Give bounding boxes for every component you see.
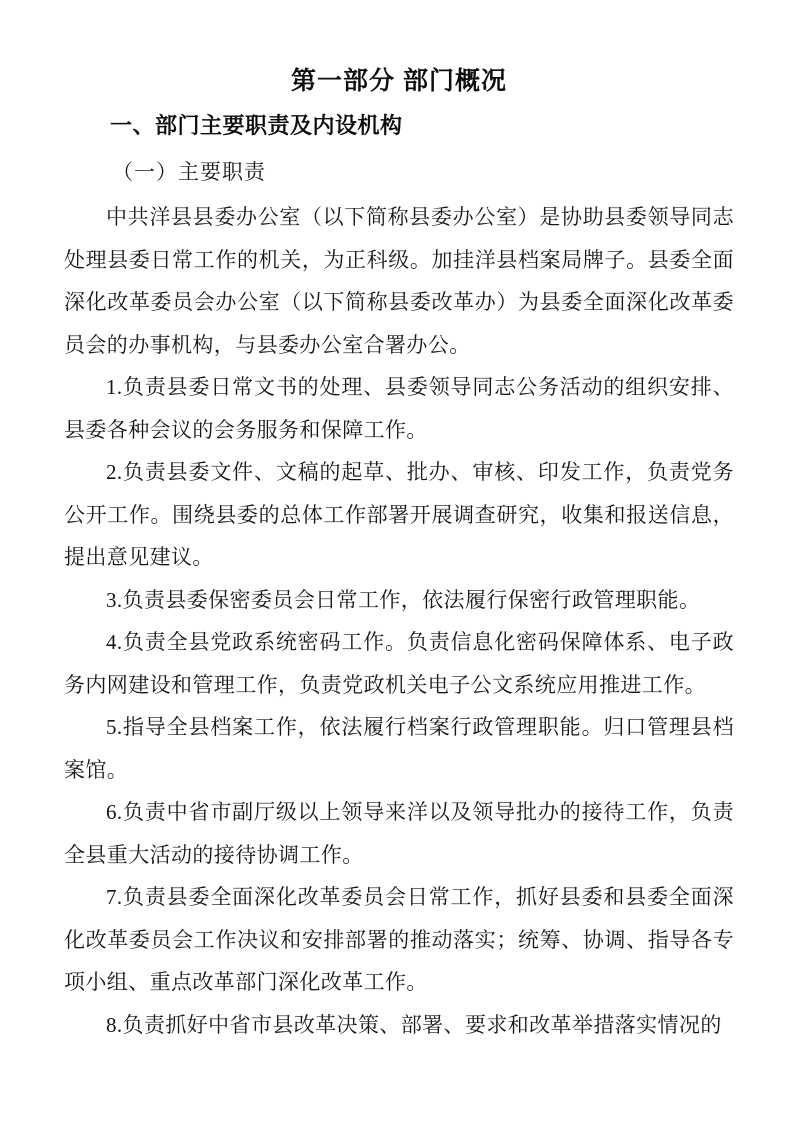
paragraph-duty-2: 2.负责县委文件、文稿的起草、批办、审核、印发工作，负责党务公开工作。围绕县委的总体工作部署开展调查研究，收集和报送信息，提出意见建议。 xyxy=(64,460,734,569)
paragraph-duty-7: 7.负责县委全面深化改革委员会日常工作，抓好县委和县委全面深化改革委员会工作决议和安排部署的推动落实；统筹、协调、指导各专项小组、重点改革部门深化改革工作。 xyxy=(64,885,734,994)
paragraph-duty-3: 3.负责县委保密委员会日常工作，依法履行保密行政管理职能。 xyxy=(106,587,701,612)
paragraph-duty-4: 4.负责全县党政系统密码工作。负责信息化密码保障体系、电子政务内网建设和管理工作，负责党政机关电子公文系统应用推进工作。 xyxy=(64,630,734,697)
document-content xyxy=(64,0,734,1046)
paragraph-duty-8: 8.负责抓好中省市县改革决策、部署、要求和改革举措落实情况的 xyxy=(106,1012,722,1037)
paragraph-duty-6: 6.负责中省市副厅级以上领导来洋以及领导批办的接待工作，负责全县重大活动的接待协调工作。 xyxy=(64,800,734,867)
document-title: 第一部分 部门概况 xyxy=(291,67,507,95)
paragraph-list xyxy=(64,196,734,1046)
paragraph-duty-1: 1.负责县委日常文书的处理、县委领导同志公务活动的组织安排、县委各种会议的会务服务和保障工作。 xyxy=(64,375,734,442)
subsection-heading: （一）主要职责 xyxy=(112,160,266,184)
paragraph-duty-5: 5.指导全县档案工作，依法履行档案行政管理职能。归口管理县档案馆。 xyxy=(64,715,734,782)
paragraph-intro: 中共洋县县委办公室（以下简称县委办公室）是协助县委领导同志处理县委日常工作的机关，为正科级。加挂洋县档案局牌子。县委全面深化改革委员会办公室（以下简称县委改革办）为县委全面深化改革委员会的办事机构，与县委办公室合署办公。 xyxy=(64,205,734,357)
section-heading: 一、部门主要职责及内设机构 xyxy=(110,113,403,138)
